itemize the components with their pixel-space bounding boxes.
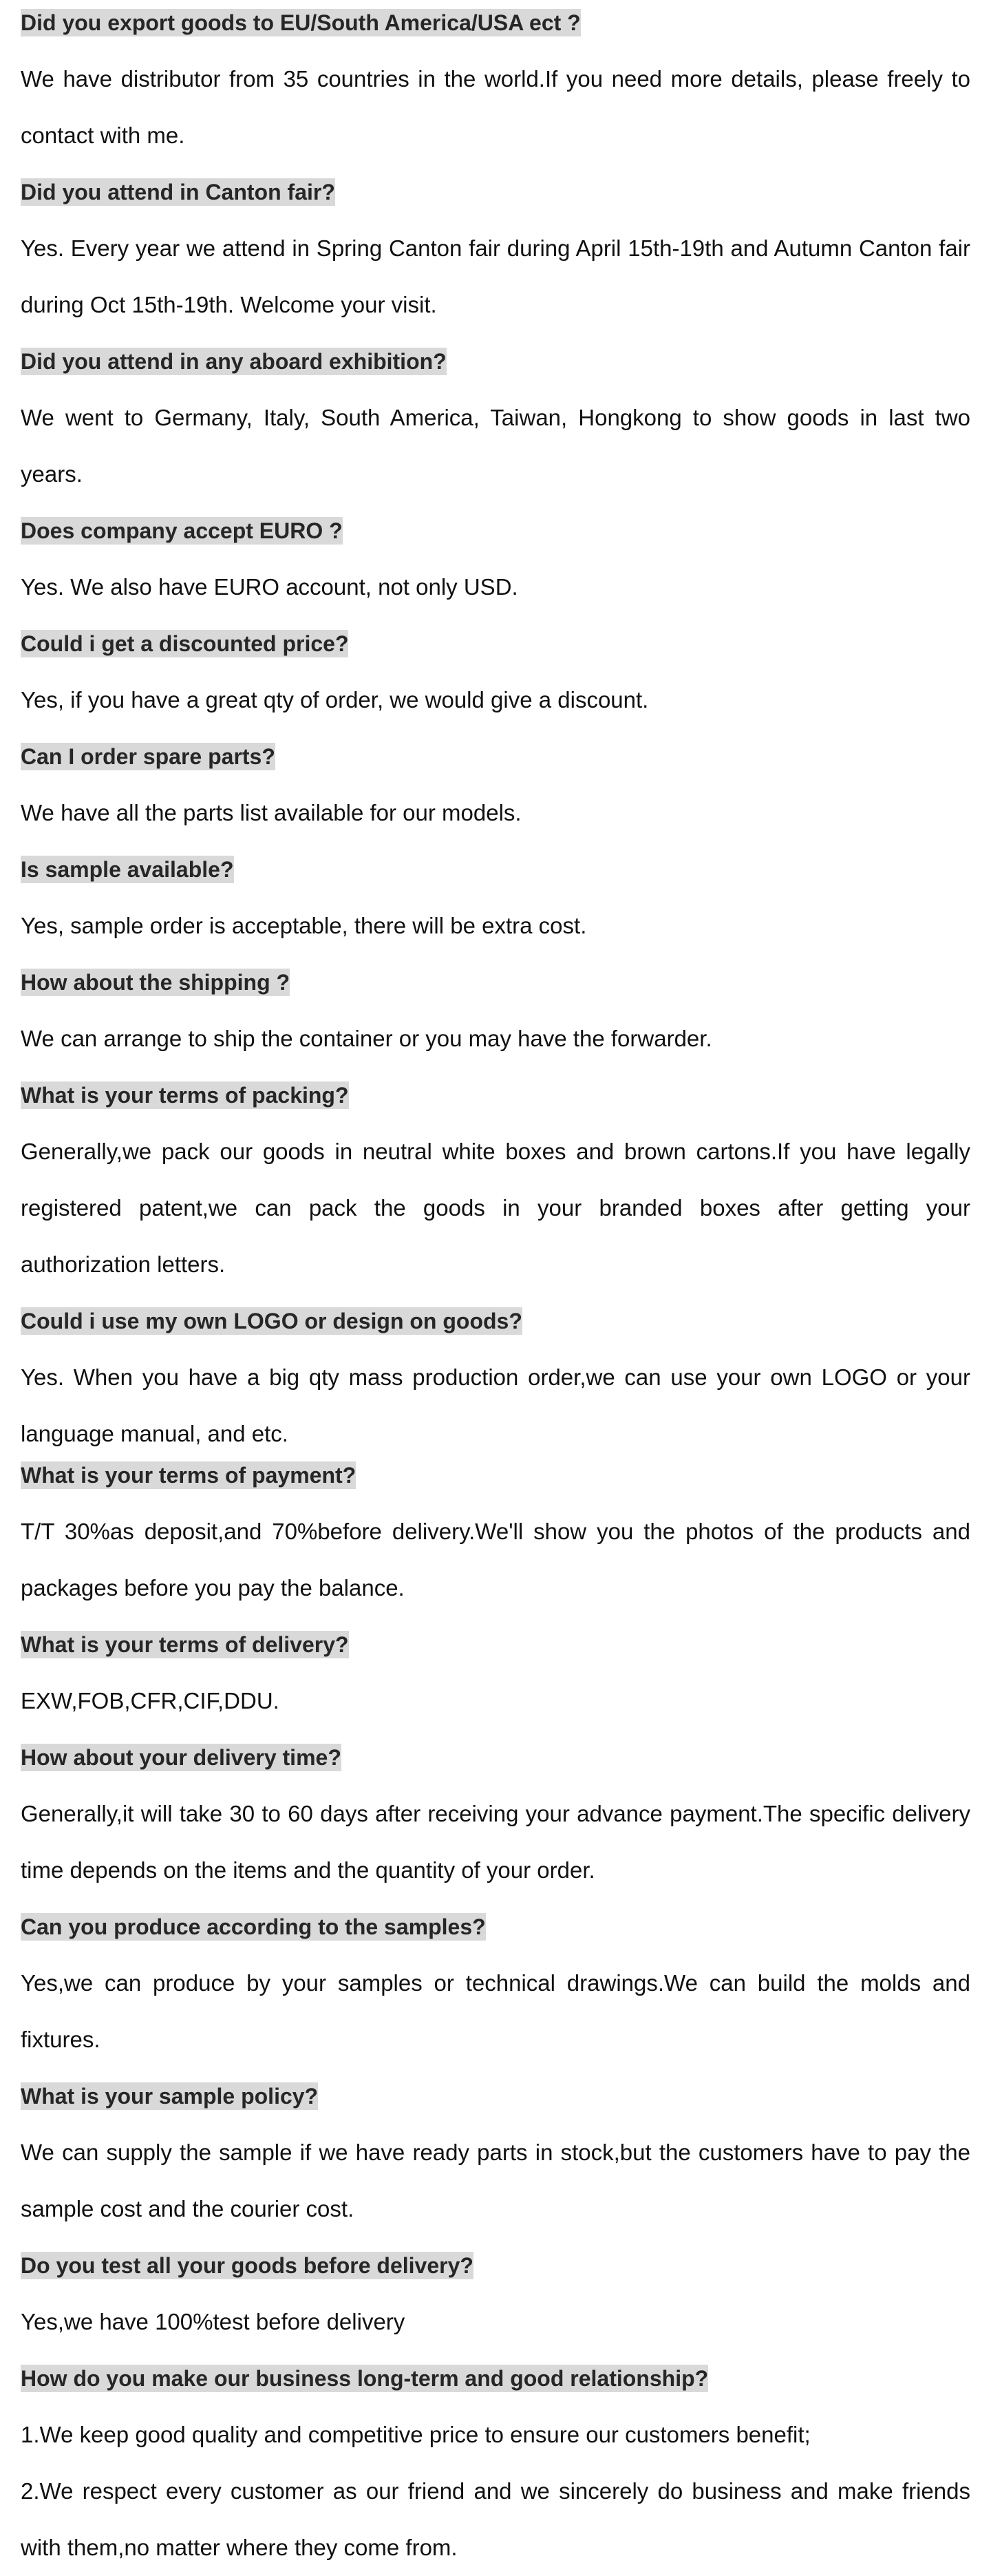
faq-question: What is your sample policy? — [21, 2084, 319, 2109]
faq-answer: 1.We keep good quality and competitive price to ensure our customers benefit; — [21, 2422, 811, 2447]
faq-answer: We went to Germany, Italy, South America, Taiwan, Hongkong to show goods in last two years. — [21, 405, 970, 487]
faq-answer: Yes, sample order is acceptable, there will be extra cost. — [21, 913, 587, 938]
faq-answer: Yes, if you have a great qty of order, we would give a discount. — [21, 687, 649, 712]
faq-answer: We can supply the sample if we have ready parts in stock,but the customers have to pay the sample cost and the courier cost. — [21, 2140, 970, 2221]
faq-question: How about the shipping ? — [21, 970, 290, 995]
faq-question: Can you produce according to the samples? — [21, 1914, 486, 1939]
faq-question: Did you attend in any aboard exhibition? — [21, 349, 447, 374]
faq-question: Could i get a discounted price? — [21, 631, 349, 656]
faq-answer: Yes. We also have EURO account, not only USD. — [21, 574, 518, 600]
faq-answer: Generally,we pack our goods in neutral white boxes and brown cartons.If you have legally registered patent,we can pack the goods in your branded boxes after getting your authorization letters. — [21, 1139, 970, 1277]
faq-question: Could i use my own LOGO or design on goods? — [21, 1309, 522, 1333]
faq-answer: EXW,FOB,CFR,CIF,DDU. — [21, 1688, 279, 1713]
faq-question: Can I order spare parts? — [21, 744, 275, 769]
faq-question: What is your terms of delivery? — [21, 1632, 349, 1657]
faq-answer: Yes,we can produce by your samples or technical drawings.We can build the molds and fixtures. — [21, 1970, 970, 2052]
faq-answer: 2.We respect every customer as our friend and we sincerely do business and make friends with them,no matter where they come from. — [21, 2478, 970, 2560]
faq-question: Did you attend in Canton fair? — [21, 180, 335, 204]
faq-question: Do you test all your goods before delivery? — [21, 2253, 473, 2278]
faq-question: Did you export goods to EU/South America/USA ect ? — [21, 10, 581, 35]
faq-question: How about your delivery time? — [21, 1745, 341, 1770]
faq-question: How do you make our business long-term and good relationship? — [21, 2366, 709, 2391]
faq-answer: We have distributor from 35 countries in the world.If you need more details, please freely to contact with me. — [21, 66, 970, 148]
faq-answer: Yes. Every year we attend in Spring Canton fair during April 15th-19th and Autumn Canton fair during Oct 15th-19th. Welcome your visit. — [21, 235, 970, 317]
faq-answer: Generally,it will take 30 to 60 days after receiving your advance payment.The specific delivery time depends on the items and the quantity of your order. — [21, 1801, 970, 1883]
faq-question: What is your terms of payment? — [21, 1463, 356, 1488]
faq-answer: We can arrange to ship the container or you may have the forwarder. — [21, 1026, 712, 1051]
faq-answer: We have all the parts list available for our models. — [21, 800, 522, 825]
faq-answer: T/T 30%as deposit,and 70%before delivery.We'll show you the photos of the products and packages before you pay the balance. — [21, 1519, 970, 1601]
faq-question: What is your terms of packing? — [21, 1083, 349, 1108]
faq-question: Is sample available? — [21, 857, 234, 882]
faq-answer: Yes,we have 100%test before delivery — [21, 2309, 405, 2334]
faq-question: Does company accept EURO ? — [21, 518, 343, 543]
faq-answer: Yes. When you have a big qty mass production order,we can use your own LOGO or your language manual, and etc. — [21, 1364, 970, 1446]
